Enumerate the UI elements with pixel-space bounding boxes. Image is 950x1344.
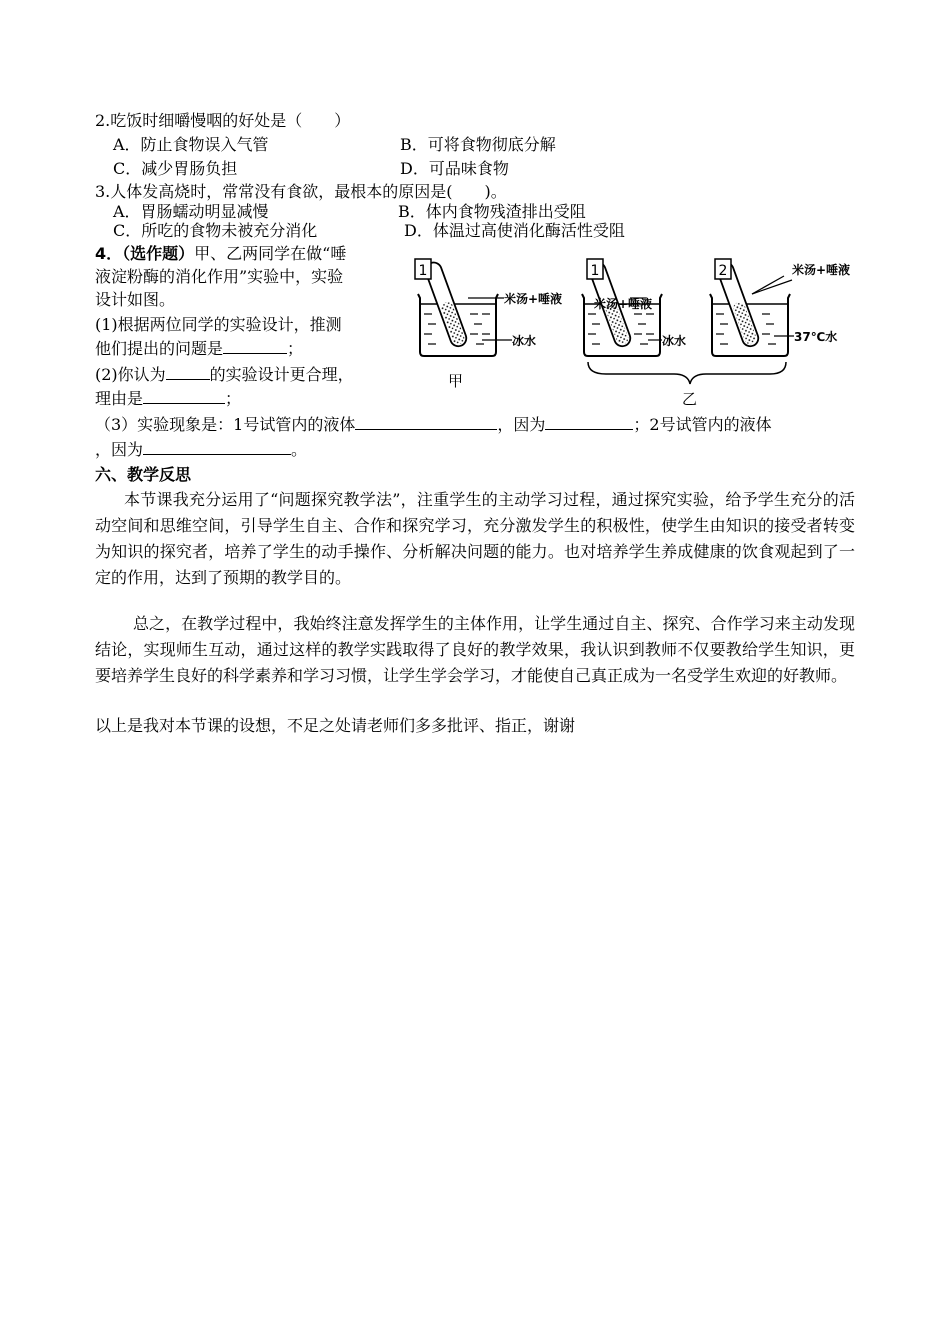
q2-option-b: B．可将食物彻底分解 (400, 135, 556, 154)
q3-option-a: A．胃肠蠕动明显减慢 (113, 202, 269, 221)
label-rice-saliva-2: 米汤+唾液 (792, 263, 851, 277)
q4-part1-end: ； (287, 339, 304, 358)
q4-part3-line2 (95, 439, 307, 461)
q4-part1-line2 (95, 338, 303, 360)
answer-blank-1[interactable] (223, 338, 287, 354)
reflection-paragraph-1: 本节课我充分运用了“问题探究教学法”，注重学生的主动学习过程，通过探究实验，给予学生充分的活动空间和思维空间，引导学生自主、合作和探究学习，充分激发学生的积极性，使学生由知识的接受者转变为知识的探究者，培养了学生的动手操作、分析解决问题的能力。也对培养学生养成健康的饮食观起到了一定的作用，达到了预期的教学目的。 (95, 490, 855, 587)
q3-option-b: B．体内食物残渣排出受阻 (398, 202, 586, 221)
label-rice-saliva: 米汤+唾液 (504, 292, 563, 306)
q4-part2-line1 (95, 364, 354, 386)
answer-blank-2[interactable] (166, 364, 210, 380)
q4-line2: 液淀粉酶的消化作用”实验中，实验 (95, 267, 344, 286)
q4-part3-end: 。 (291, 440, 308, 459)
tube-number-1-yi: 1 (590, 263, 600, 279)
q4-line3: 设计如图。 (95, 290, 176, 309)
section-title: 六、教学反思 (95, 465, 192, 484)
q4-part2-line2 (95, 388, 241, 410)
q4-number: 4． (95, 244, 123, 263)
q4-part2-text-b: 的实验设计更合理， (209, 365, 354, 384)
group-label-yi: 乙 (682, 390, 698, 408)
reflection-paragraph-2: 总之，在教学过程中，我始终注意发挥学生的主体作用，让学生通过自主、探究、合作学习来主动发现结论，实现师生互动，通过这样的教学实践取得了良好的教学效果，我认识到教师不仅要教给学生知识，更要培养学生良好的科学素养和学习习惯，让学生学会学习，才能使自己真正成为一名受学生欢迎的好教师。 (95, 614, 855, 685)
answer-blank-5[interactable] (545, 414, 633, 430)
q4-part2-end: ； (225, 389, 242, 408)
label-ice-water: 冰水 (512, 334, 537, 348)
q4-part1-text: 他们提出的问题是 (95, 339, 224, 358)
q2-option-d: D．可品味食物 (400, 159, 509, 178)
q2-stem: 2.吃饭时细嚼慢咽的好处是（ ） (95, 111, 351, 130)
group-brace (588, 362, 786, 384)
q3-option-d: D．体温过高使消化酶活性受阻 (404, 221, 625, 240)
q4-text: 甲、乙两同学在做“唾 (194, 244, 347, 263)
answer-blank-6[interactable] (143, 439, 291, 455)
q4-part3-text-b: ；2号试管内的液体 (633, 415, 772, 434)
q4-part2-reason: 理由是 (95, 389, 144, 408)
experiment-figure (412, 250, 868, 412)
q4-part3-text: （3）实验现象是：1号试管内的液体 (95, 415, 356, 434)
q4-part3-because: ，因为 (497, 415, 546, 434)
q4-line1 (95, 243, 346, 265)
beaker-yi-right (710, 259, 850, 356)
q2-option-a: A．防止食物误入气管 (113, 135, 269, 154)
q2-option-c: C．减少胃肠负担 (113, 159, 238, 178)
label-rice-saliva-yi: 米汤+唾液 (594, 297, 653, 311)
closing-line: 以上是我对本节课的设想，不足之处请老师们多多批评、指正，谢谢 (95, 716, 576, 735)
tube-number-1: 1 (418, 263, 428, 279)
label-warm-water: 37℃水 (794, 330, 838, 344)
q3-stem: 3.人体发高烧时，常常没有食欲，最根本的原因是( )。 (95, 182, 507, 201)
q4-part3-line1 (95, 414, 772, 436)
group-label-jia: 甲 (448, 372, 464, 390)
q4-part1-line1: (1)根据两位同学的实验设计，推测 (95, 315, 342, 334)
q3-option-c: C．所吃的食物未被充分消化 (113, 221, 318, 240)
beaker-jia (415, 259, 562, 390)
answer-blank-4[interactable] (355, 414, 497, 430)
beaker-yi-left (582, 259, 686, 356)
q4-part3-because-b: ，因为 (95, 440, 144, 459)
q4-tag: （选作题） (122, 244, 195, 263)
answer-blank-3[interactable] (143, 388, 225, 404)
tube-number-2: 2 (718, 263, 728, 279)
label-ice-water-yi: 冰水 (662, 334, 687, 348)
q4-part2-text: (2)你认为 (95, 365, 166, 384)
